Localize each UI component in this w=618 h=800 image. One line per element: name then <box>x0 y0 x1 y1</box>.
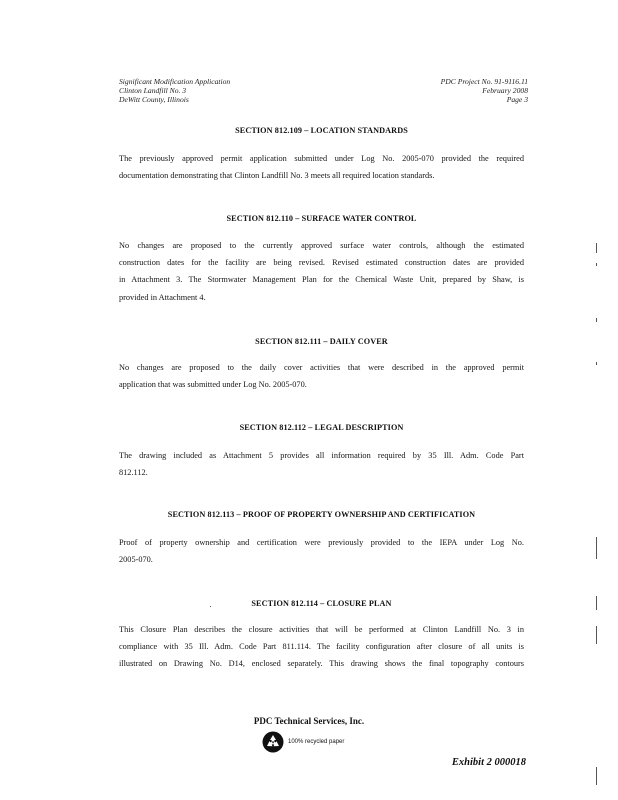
section-body-legal-description <box>119 447 524 481</box>
header-page-number: Page 3 <box>506 95 528 104</box>
body-line: 2005-070. <box>119 555 153 565</box>
body-line: No changes are proposed to the currently approved surface water controls, although the estimated <box>119 241 524 250</box>
body-line: No changes are proposed to the daily cover activities that were described in the approved permit <box>119 363 524 372</box>
section-title-closure-plan: SECTION 812.114 – CLOSURE PLAN <box>251 599 392 608</box>
footer-company-name: PDC Technical Services, Inc. <box>253 716 365 726</box>
section-body-surface-water-control <box>119 237 524 306</box>
section-title-property-ownership: SECTION 812.113 – PROOF OF PROPERTY OWNERSHIP AND CERTIFICATION <box>167 510 476 519</box>
body-line: provided in Attachment 4. <box>119 292 206 302</box>
body-line: in Attachment 3. The Stormwater Management Plan for the Chemical Waste Unit, prepared by Shaw, is <box>119 275 524 285</box>
body-line: This Closure Plan describes the closure activities that will be performed at Clinton Landfill No. 3 in <box>119 625 524 634</box>
body-line: application that was submitted under Log No. 2005-070. <box>119 380 307 390</box>
body-line: The drawing included as Attachment 5 provides all information required by 35 Ill. Adm. Code Part <box>119 451 524 460</box>
recycled-paper-note: 100% recycled paper <box>288 739 345 745</box>
body-line: compliance with 35 Ill. Adm. Code Part 811.114. The facility configuration after closure of all units is <box>119 642 524 652</box>
section-title-legal-description: SECTION 812.112 – LEGAL DESCRIPTION <box>239 423 404 432</box>
scan-mark <box>596 318 597 322</box>
section-title-location-standards: SECTION 812.109 – LOCATION STANDARDS <box>235 126 408 135</box>
recycle-icon <box>262 731 284 753</box>
header-date: February 2008 <box>482 86 528 95</box>
body-line: 812.112. <box>119 468 148 478</box>
section-body-daily-cover <box>119 359 524 393</box>
header-landfill: Clinton Landfill No. 3 <box>119 86 187 95</box>
header-left <box>119 77 230 104</box>
scan-mark <box>596 263 597 266</box>
section-title-daily-cover: SECTION 812.111 – DAILY COVER <box>255 337 388 346</box>
section-body-location-standards <box>119 150 524 184</box>
scan-mark <box>210 606 211 607</box>
header-project-no: PDC Project No. 91-9116.11 <box>440 77 528 86</box>
scan-mark <box>596 626 597 644</box>
body-line: Proof of property ownership and certification were previously provided to the IEPA under Log No. <box>119 538 524 547</box>
header-right <box>441 77 528 104</box>
scan-mark <box>596 243 597 253</box>
section-body-property-ownership <box>119 534 524 568</box>
scan-mark <box>596 362 597 365</box>
body-line: The previously approved permit application submitted under Log No. 2005-070 provided the required <box>119 154 524 163</box>
body-line: construction dates for the facility are being revised. Revised estimated construction dates are provided <box>119 258 524 268</box>
header-application: Significant Modification Application <box>119 77 231 86</box>
scan-mark <box>596 537 597 559</box>
section-body-closure-plan <box>119 621 524 673</box>
body-line: illustrated on Drawing No. D14, enclosed separately. This drawing shows the final topography contours <box>119 659 524 669</box>
scan-mark <box>596 596 597 610</box>
header-county: DeWitt County, Illinois <box>119 95 189 104</box>
exhibit-stamp: Exhibit 2 000018 <box>451 757 526 768</box>
section-title-surface-water-control: SECTION 812.110 – SURFACE WATER CONTROL <box>226 214 417 223</box>
body-line: documentation demonstrating that Clinton Landfill No. 3 meets all required location standards. <box>119 171 435 181</box>
scan-mark <box>596 767 597 785</box>
